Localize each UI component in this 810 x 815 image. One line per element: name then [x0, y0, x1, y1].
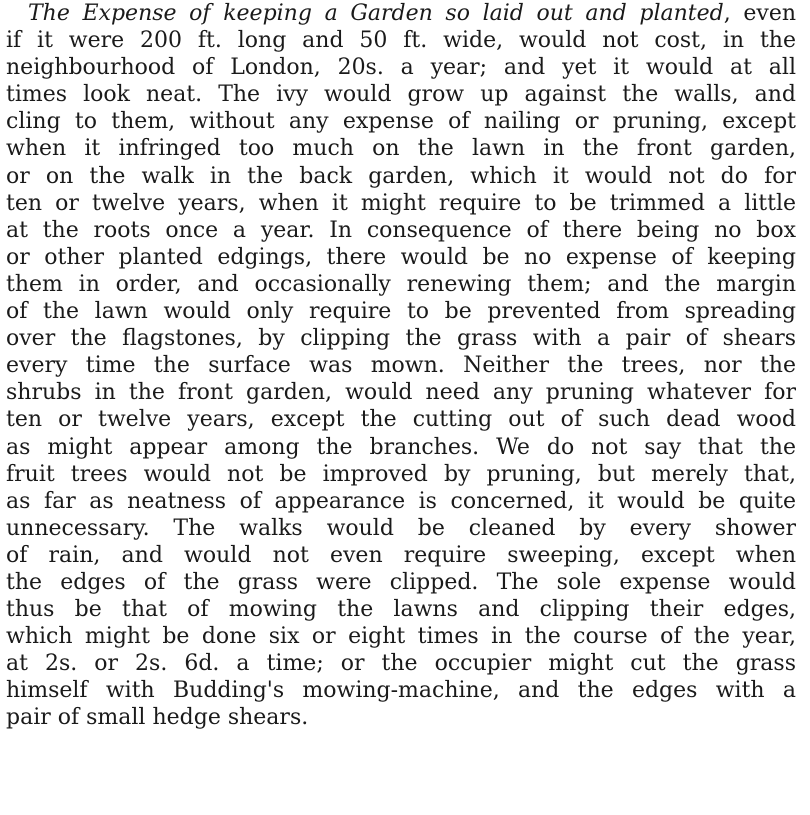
text-line: pair of small hedge shears.: [6, 705, 309, 731]
text-line: unnecessary. The walks would be cleaned by every shower: [6, 515, 796, 541]
text-line: over the flagstones, by clipping the grass with a pair of shears: [6, 326, 796, 352]
text-line: at 2s. or 2s. 6d. a time; or the occupier might cut the grass: [6, 651, 796, 677]
text-line: or on the walk in the back garden, which it would not do for: [6, 163, 796, 189]
text-line: thus be that of mowing the lawns and clipping their edges,: [6, 597, 796, 623]
text-line: [6, 0, 796, 27]
text-line: if it were 200 ft. long and 50 ft. wide, would not cost, in the: [6, 28, 796, 54]
text-line: the edges of the grass were clipped. The sole expense would: [6, 569, 796, 595]
text-line: every time the surface was mown. Neither the trees, nor the: [6, 353, 796, 379]
text-line: fruit trees would not be improved by pruning, but merely that,: [6, 461, 796, 487]
text-line: at the roots once a year. In consequence of there being no box: [6, 217, 796, 243]
text-line: of rain, and would not even require sweeping, except when: [6, 542, 796, 568]
text-line: neighbourhood of London, 20s. a year; and yet it would at all: [6, 55, 796, 81]
text-line: times look neat. The ivy would grow up against the walls, and: [6, 82, 796, 108]
document-page: [6, 0, 796, 732]
text-line: as might appear among the branches. We do not say that the: [6, 434, 796, 460]
text-line: when it infringed too much on the lawn in the front garden,: [6, 136, 796, 162]
text-line: ten or twelve years, when it might require to be trimmed a little: [6, 190, 796, 216]
text-line: or other planted edgings, there would be no expense of keeping: [6, 244, 796, 270]
italic-heading-phrase: The Expense of keeping a Garden so laid out and planted: [28, 1, 724, 26]
text-line: shrubs in the front garden, would need any pruning whatever for: [6, 380, 796, 406]
text-line-content: , even: [723, 1, 796, 26]
text-line: ten or twelve years, except the cutting out of such dead wood: [6, 407, 796, 433]
text-line: of the lawn would only require to be prevented from spreading: [6, 299, 796, 325]
text-line: them in order, and occasionally renewing them; and the margin: [6, 271, 796, 297]
text-line: himself with Budding's mowing-machine, and the edges with a: [6, 678, 796, 704]
text-line: cling to them, without any expense of nailing or pruning, except: [6, 109, 796, 135]
text-line: which might be done six or eight times in the course of the year,: [6, 624, 796, 650]
text-line: as far as neatness of appearance is concerned, it would be quite: [6, 488, 796, 514]
